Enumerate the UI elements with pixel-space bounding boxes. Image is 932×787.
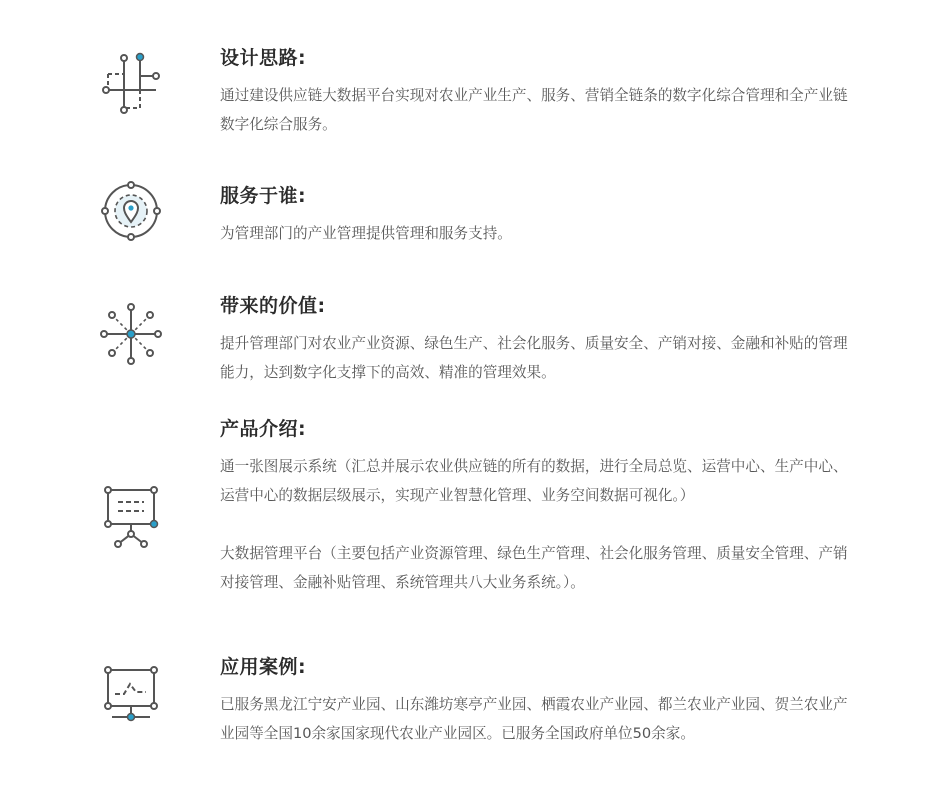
presentation-board-icon: [98, 484, 164, 550]
network-hub-icon: [98, 301, 164, 367]
section-paragraph: 大数据管理平台（主要包括产业资源管理、绿色生产管理、社会化服务管理、质量安全管理、产销对接管理、金融补贴管理、系统管理共八大业务系统。）。: [220, 545, 848, 591]
section-title: 应用案例:: [220, 656, 307, 678]
section-title: 产品介绍:: [220, 418, 307, 440]
section-title: 服务于谁:: [220, 185, 307, 207]
design-path-icon: [98, 48, 164, 114]
section-title: 带来的价值:: [220, 295, 326, 317]
section-paragraph: 已服务黑龙江宁安产业园、山东潍坊寒亭产业园、栖霞农业产业园、都兰农业产业园、贺兰农业产业园等全国10余家国家现代农业产业园区。已服务全国政府单位50余家。: [220, 696, 848, 742]
section-paragraph: 通一张图展示系统（汇总并展示农业供应链的所有的数据，进行全局总览、运营中心、生产中心、运营中心的数据层级展示，实现产业智慧化管理、业务空间数据可视化。）: [220, 458, 848, 504]
monitor-chart-icon: [98, 664, 164, 730]
section-paragraph: 通过建设供应链大数据平台实现对农业产业生产、服务、营销全链条的数字化综合管理和全产业链数字化综合服务。: [220, 87, 848, 133]
location-target-icon: [98, 178, 164, 244]
section-title: 设计思路:: [220, 47, 307, 69]
section-paragraph: 为管理部门的产业管理提供管理和服务支持。: [220, 225, 512, 242]
section-paragraph: 提升管理部门对农业产业资源、绿色生产、社会化服务、质量安全、产销对接、金融和补贴的管理能力，达到数字化支撑下的高效、精准的管理效果。: [220, 335, 848, 381]
